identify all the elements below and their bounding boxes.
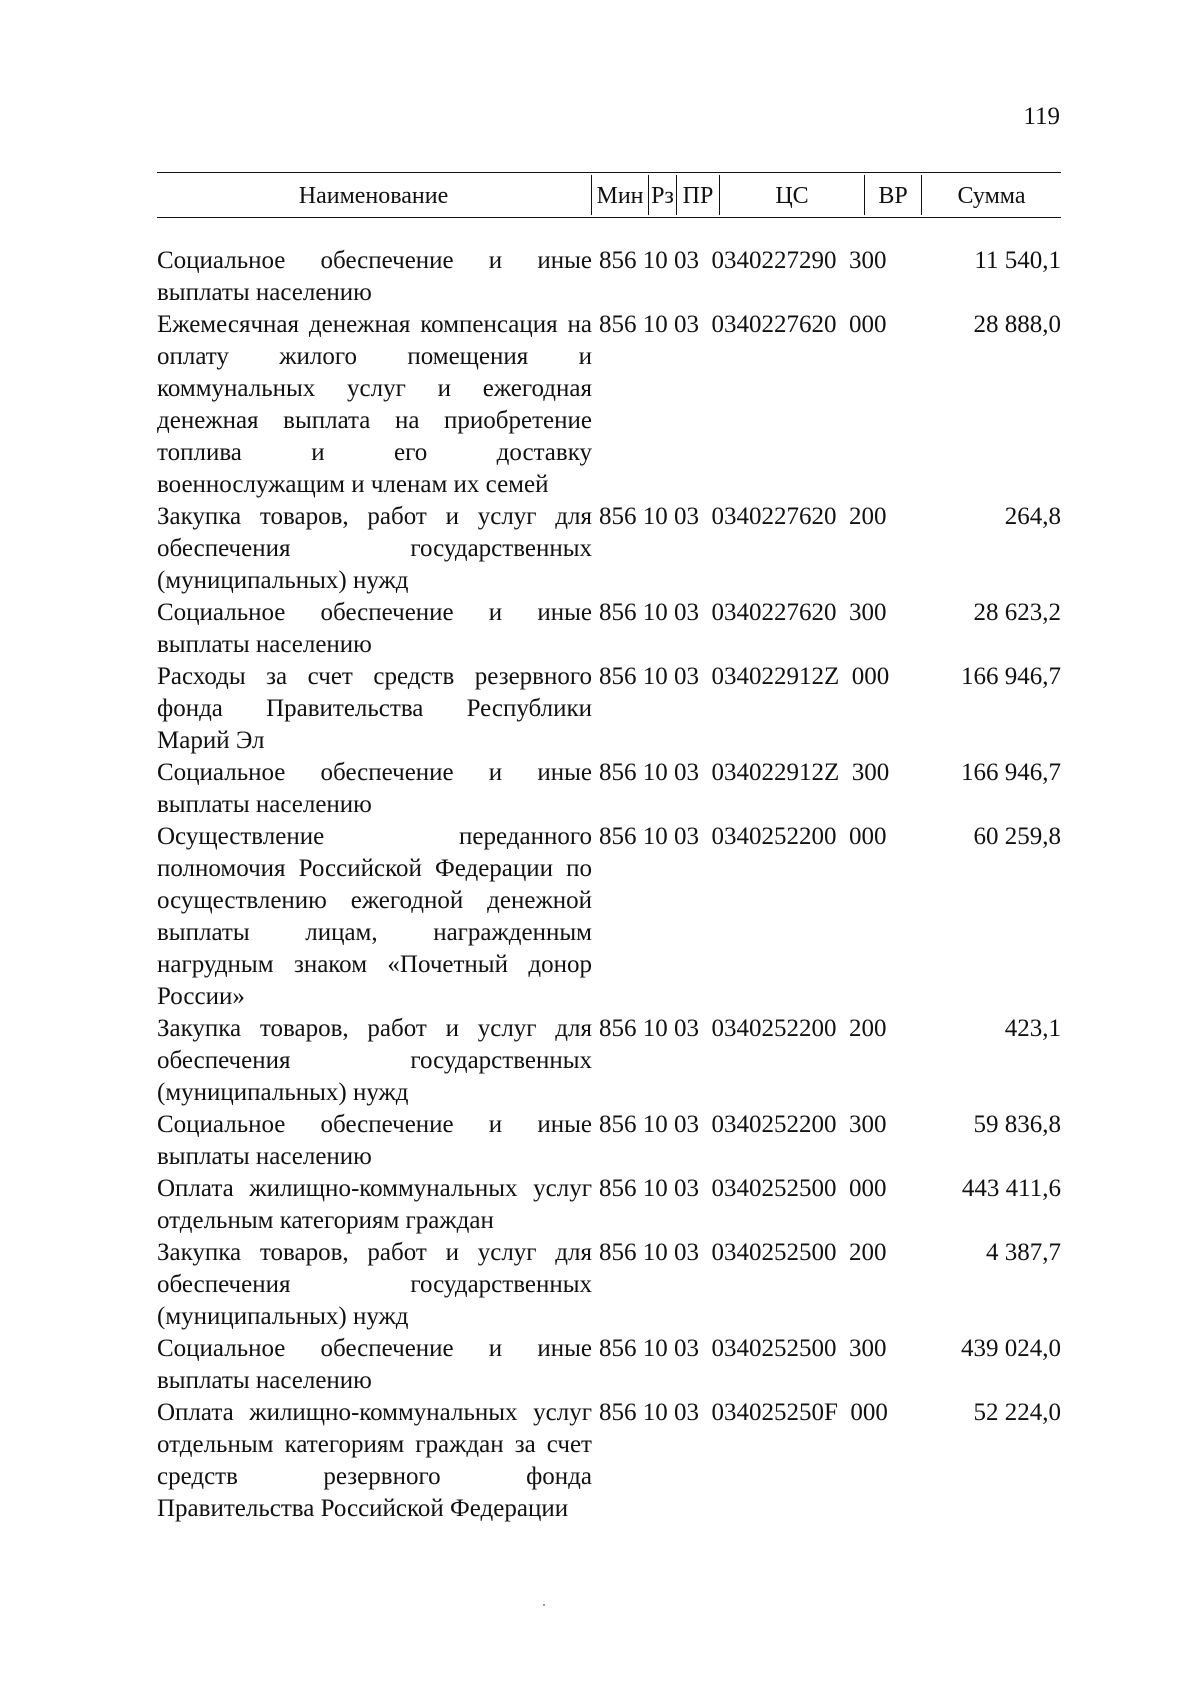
row-codes: 856 10 03 0340252500 300 [599, 1335, 887, 1362]
row-name: Социальное обеспечение и иные выплаты населению [157, 1335, 592, 1394]
row-codes: 856 10 03 0340252200 000 [599, 823, 887, 850]
table-row [157, 821, 1061, 1013]
row-codes: 856 10 03 0340252200 300 [599, 1111, 887, 1138]
row-codes: 856 10 03 034025250F 000 [599, 1399, 888, 1426]
row-codes: 856 10 03 0340227290 300 [599, 247, 887, 274]
row-sum: 4 387,7 [986, 1239, 1061, 1266]
table-row [157, 1013, 1061, 1109]
header-name: Наименование [298, 183, 449, 209]
row-sum: 60 259,8 [973, 823, 1061, 850]
row-name: Расходы за счет средств резервного фонда Правительства Республики Марий Эл [157, 663, 592, 754]
row-sum: 264,8 [1004, 503, 1061, 530]
table-body [157, 245, 1061, 1525]
row-name: Осуществление переданного полномочия Российской Федерации по осуществлению ежегодной денежной выплаты лицам, награжденным нагрудным знаком «Почетный донор России» [157, 823, 592, 1010]
row-sum: 166 946,7 [961, 663, 1061, 690]
row-codes: 856 10 03 0340252500 000 [599, 1175, 887, 1202]
row-name: Оплата жилищно-коммунальных услуг отдельным категориям граждан за счет средств резервного фонда Правительства Российской Федерации [157, 1399, 592, 1522]
table-row [157, 597, 1061, 661]
row-codes: 856 10 03 0340227620 200 [599, 503, 887, 530]
table-row [157, 1173, 1061, 1237]
table-row [157, 309, 1061, 501]
row-codes: 856 10 03 0340252200 200 [599, 1015, 887, 1042]
row-sum: 11 540,1 [974, 247, 1061, 274]
row-sum: 52 224,0 [973, 1399, 1061, 1426]
table-row [157, 757, 1061, 821]
header-pr: ПР [682, 183, 714, 209]
row-name: Закупка товаров, работ и услуг для обеспечения государственных (муниципальных) нужд [157, 1015, 592, 1106]
row-sum: 59 836,8 [973, 1111, 1061, 1138]
table-row [157, 1109, 1061, 1173]
row-name: Социальное обеспечение и иные выплаты населению [157, 759, 592, 818]
header-cs: ЦС [775, 183, 809, 209]
table-row [157, 245, 1061, 309]
header-min: Мин [596, 183, 644, 209]
row-sum: 439 024,0 [961, 1335, 1061, 1362]
header-vr: ВР [878, 183, 908, 209]
row-sum: 443 411,6 [961, 1175, 1061, 1202]
row-name: Социальное обеспечение и иные выплаты населению [157, 1111, 592, 1170]
row-name: Социальное обеспечение и иные выплаты населению [157, 247, 592, 306]
header-sum: Сумма [957, 183, 1026, 209]
table-row [157, 501, 1061, 597]
scan-speck [543, 1604, 545, 1606]
row-sum: 423,1 [1004, 1015, 1061, 1042]
row-name: Ежемесячная денежная компенсация на оплату жилого помещения и коммунальных услуг и ежегодная денежная выплата на приобретение топлива и его доставку военнослужащим и членам их семей [157, 311, 592, 498]
row-name: Закупка товаров, работ и услуг для обеспечения государственных (муниципальных) нужд [157, 1239, 592, 1330]
page-number: 119 [1023, 103, 1060, 130]
table-header [157, 172, 1061, 218]
row-sum: 28 623,2 [973, 599, 1061, 626]
row-codes: 856 10 03 0340252500 200 [599, 1239, 887, 1266]
table-row [157, 1237, 1061, 1333]
row-sum: 166 946,7 [961, 759, 1061, 786]
row-sum: 28 888,0 [973, 311, 1061, 338]
table-row [157, 661, 1061, 757]
row-codes: 856 10 03 0340227620 000 [599, 311, 887, 338]
table-row [157, 1397, 1061, 1525]
table-row [157, 1333, 1061, 1397]
row-name: Закупка товаров, работ и услуг для обеспечения государственных (муниципальных) нужд [157, 503, 592, 594]
row-codes: 856 10 03 034022912Z 000 [599, 663, 890, 690]
row-name: Оплата жилищно-коммунальных услуг отдельным категориям граждан [157, 1175, 592, 1234]
header-rz: Рз [651, 183, 674, 209]
row-codes: 856 10 03 0340227620 300 [599, 599, 887, 626]
row-codes: 856 10 03 034022912Z 300 [599, 759, 890, 786]
row-name: Социальное обеспечение и иные выплаты населению [157, 599, 592, 658]
